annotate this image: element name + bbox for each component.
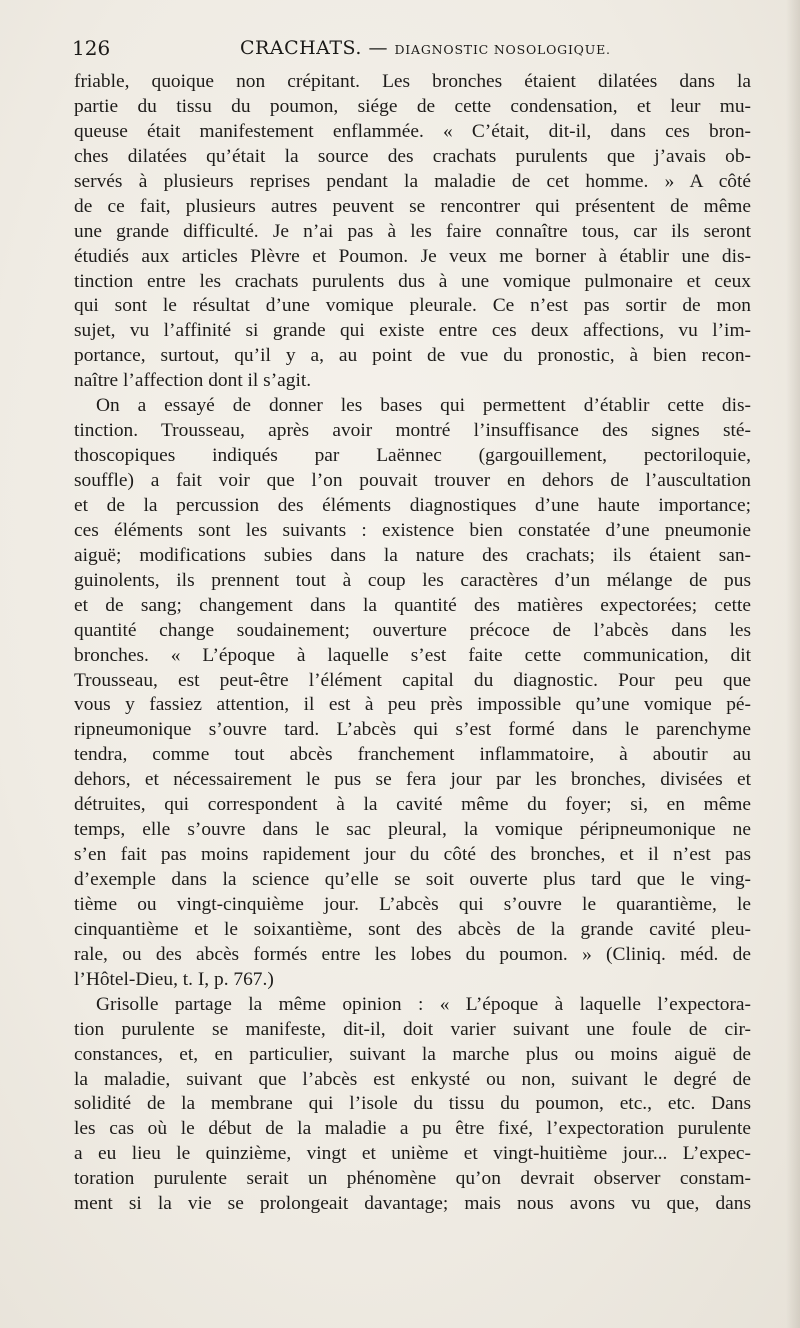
text-line: a eu lieu le quinzième, vingt et unième et vingt-huitième jour... L’expec- [74,1143,751,1165]
text-line: naître l’affection dont il s’agit. [74,370,312,392]
text-line: guinolents, ils prennent tout à coup les caractères d’un mélange de pus [74,569,751,591]
text-line: s’en fait pas moins rapidement jour du côté des bronches, et il n’est pas [74,844,751,866]
paragraph [74,993,751,1217]
text-line: tième ou vingt-cinquième jour. L’abcès qui s’ouvre le quarantième, le [74,893,751,915]
text-line: servés à plusieurs reprises pendant la maladie de cet homme. » A côté [74,170,751,192]
text-line: quantité change soudainement; ouverture précoce de l’abcès dans les [74,619,751,641]
text-line: solidité de la membrane qui l’isole du tissu du poumon, etc., etc. Dans [74,1093,751,1115]
page-edge-shadow [786,0,800,1328]
text-line: et de la percussion des éléments diagnostiques d’une haute importance; [74,494,751,516]
running-head [240,34,611,64]
text-line: la maladie, suivant que l’abcès est enkysté ou non, suivant le degré de [74,1068,751,1090]
text-line: tion purulente se manifeste, dit-il, doit varier suivant une foule de cir- [74,1018,751,1040]
text-line: ripneumonique s’ouvre tard. L’abcès qui s’est formé dans le parenchyme [74,719,751,741]
text-line: et de sang; changement dans la quantité des matières expectorées; cette [74,594,751,616]
text-line: tinction. Trousseau, après avoir montré l’insuffisance des signes sté- [74,420,751,442]
text-line: vous y fassiez attention, il est à peu près impossible qu’une vomique pé- [74,694,751,716]
text-line: friable, quoique non crépitant. Les bronches étaient dilatées dans la [74,71,751,92]
text-line: ches dilatées qu’était la source des crachats purulents que j’avais ob- [74,145,751,167]
text-line: de ce fait, plusieurs autres peuvent se rencontrer qui présentent de même [74,195,751,217]
text-line: thoscopiques indiqués par Laënnec (gargouillement, pectoriloquie, [74,445,751,467]
text-line: souffle) a fait voir que l’on pouvait trouver en dehors de l’auscultation [74,470,751,491]
text-line: qui sont le résultat d’une vomique pleurale. Ce n’est pas sortir de mon [74,295,751,317]
text-line: toration purulente serait un phénomène qu’on devrait observer constam- [74,1168,751,1190]
text-line: l’Hôtel-Dieu, t. I, p. 767.) [74,968,274,990]
text-line: Trousseau, est peut-être l’élément capital du diagnostic. Pour peu que [74,669,751,691]
text-line: d’exemple dans la science qu’elle se soit ouverte plus tard que le ving- [74,869,751,890]
paragraph [74,394,751,993]
text-line: On a essayé de donner les bases qui permettent d’établir cette dis- [96,395,751,417]
text-line: sujet, vu l’affinité si grande qui existe entre ces deux affections, vu l’im- [74,320,751,342]
body-text [74,70,751,1217]
paragraph [74,70,751,394]
running-head-sub: DIAGNOSTIC NOSOLOGIQUE. [394,42,611,57]
text-line: bronches. « L’époque à laquelle s’est faite cette communication, dit [74,644,751,666]
text-line: aiguë; modifications subies dans la nature des crachats; ils étaient san- [74,544,751,566]
text-line: ces éléments sont les suivants : existence bien constatée d’une pneumonie [74,519,751,541]
text-line: constances, et, en particulier, suivant la marche plus ou moins aiguë de [74,1043,751,1065]
running-head-main: CRACHATS. — [240,37,395,59]
page-header [72,34,752,64]
text-line: temps, elle s’ouvre dans le sac pleural, la vomique péripneumonique ne [74,819,751,841]
text-line: cinquantième et le soixantième, sont des abcès de la grande cavité pleu- [74,918,751,940]
text-line: une grande difficulté. Je n’ai pas à les faire connaître tous, car ils seront [74,220,751,242]
text-line: portance, surtout, qu’il y a, au point de vue du pronostic, à bien recon- [74,345,751,367]
text-line: Grisolle partage la même opinion : « L’époque à laquelle l’expectora- [96,993,751,1015]
text-line: queuse était manifestement enflammée. « C’était, dit-il, dans ces bron- [74,120,751,142]
text-line: détruites, qui correspondent à la cavité même du foyer; si, en même [74,794,751,816]
page-number: 126 [72,36,111,60]
text-line: tendra, comme tout abcès franchement inflammatoire, à aboutir au [74,744,751,766]
text-line: ment si la vie se prolongeait davantage; mais nous avons vu que, dans [74,1193,751,1215]
text-line: rale, ou des abcès formés entre les lobes du poumon. » (Cliniq. méd. de [74,943,751,965]
text-line: partie du tissu du poumon, siége de cette condensation, et leur mu- [74,95,751,117]
text-line: tinction entre les crachats purulents dus à une vomique pulmonaire et ceux [74,270,751,292]
text-line: les cas où le début de la maladie a pu être fixé, l’expectoration purulente [74,1118,751,1140]
text-line: étudiés aux articles Plèvre et Poumon. Je veux me borner à établir une dis- [74,245,751,267]
text-line: dehors, et nécessairement le pus se fera jour par les bronches, divisées et [74,769,751,791]
